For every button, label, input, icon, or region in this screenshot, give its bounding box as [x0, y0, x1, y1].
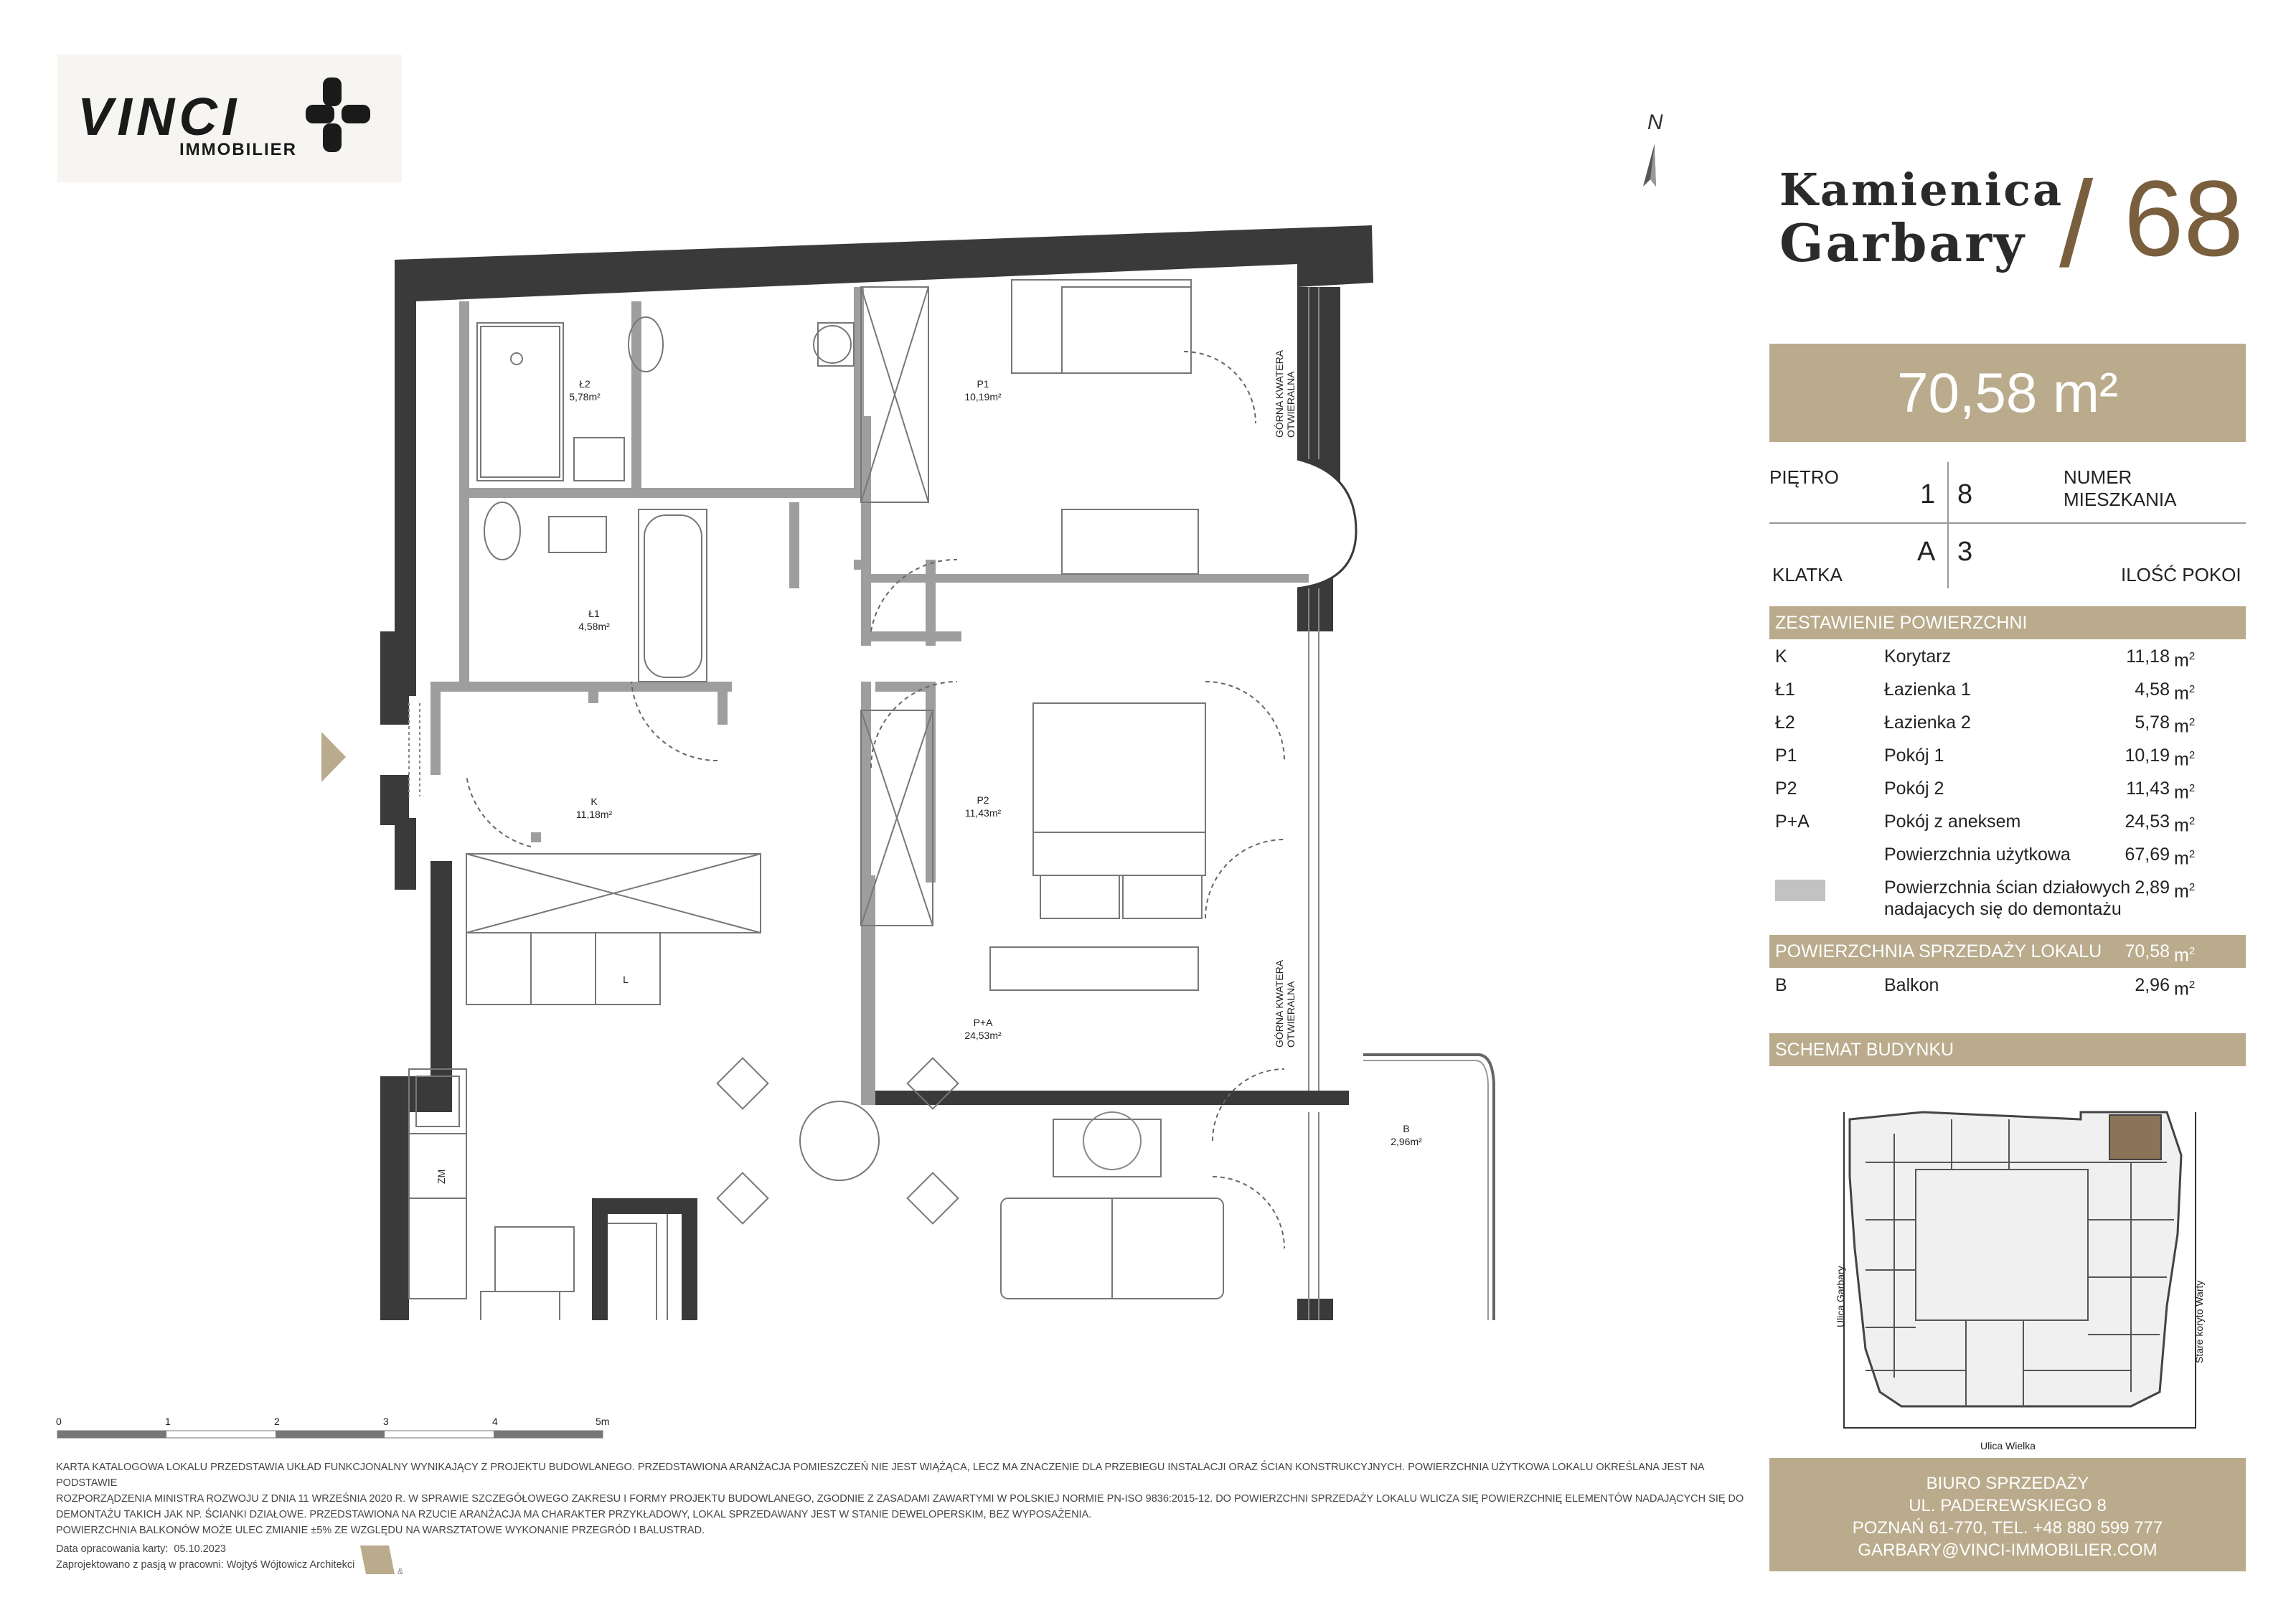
scale-tick: 5m: [596, 1416, 610, 1427]
scale-bar: [56, 1411, 630, 1445]
dining-set: [718, 1058, 959, 1224]
sales-office: [1769, 1458, 2246, 1571]
table-row: P+A Pokój z aneksem 24,53 $m^2$: [1775, 812, 2196, 836]
north-arrow-icon: [1629, 108, 1672, 194]
floor-label: PIĘTRO: [1769, 466, 1839, 488]
room-k-code: K: [591, 796, 598, 807]
logo-mark-icon: [306, 77, 370, 152]
window-note-1a: GÓRNA KWATERA: [1274, 349, 1285, 438]
table-row: K Korytarz 11,18 $m^2$: [1775, 646, 2196, 671]
street-bottom: Ulica Wielka: [1980, 1440, 2036, 1452]
window-note-1b: OTWIERALNA: [1285, 371, 1297, 438]
room-p1-code: P1: [977, 378, 989, 390]
balcony-outline: [1363, 1055, 1494, 1320]
office-line2: UL. PADEREWSKIEGO 8: [1909, 1496, 2107, 1515]
window-note-2a: GÓRNA KWATERA: [1274, 959, 1285, 1048]
room-k-area: 11,18m²: [575, 809, 613, 820]
logo-sub: IMMOBILIER: [179, 140, 297, 159]
building-schema: [1822, 1091, 2224, 1471]
office-line1: BIURO SPRZEDAŻY: [1926, 1474, 2089, 1493]
scale-tick: 1: [165, 1416, 171, 1427]
date-value: 05.10.2023: [174, 1543, 226, 1555]
outer-walls: [380, 225, 1373, 1320]
table-row: Ł2 Łazienka 2 5,78 $m^2$: [1775, 712, 2196, 737]
stairs-label: KLATKA: [1772, 564, 1843, 585]
logo-brand: VINCI: [77, 87, 241, 146]
designer-note: Zaprojektowano z pasją w pracowni: Wojtyś Wójtowicz Architekci: [56, 1559, 355, 1571]
floor-plan: [301, 187, 1507, 1324]
street-right: Stare koryto Warty: [2193, 1280, 2205, 1363]
office-email[interactable]: GARBARY@VINCI-IMMOBILIER.COM: [1858, 1540, 2158, 1560]
table-row: P1 Pokój 1 10,19 $m^2$: [1775, 745, 2196, 770]
scale-tick: 4: [492, 1416, 498, 1427]
room-p2-code: P2: [977, 794, 989, 806]
walls-row: Powierzchnia ścian działowych nadajacych się do demontażu 2,89 $m^2$: [1769, 871, 2246, 921]
entrance-arrow-icon: [321, 732, 346, 782]
scale-tick: 3: [383, 1416, 389, 1427]
disclaimer: KARTA KATALOGOWA LOKALU PRZEDSTAWIA UKŁAD FUNKCJONALNY WYNIKAJĄCY Z PROJEKTU BUDOWLANEGO. PRZEDSTAWIONA ARANŻACJA POMIESZCZEŃ NIE JEST WIĄŻĄCA, LECZ MA ZNACZENIE DLA PRZEBIEGU INSTALACJI ORAZ ŚCIAN KONSTRUKCYJNYCH. POWIERZCHNIA UŻYTKOWA LOKALU OKREŚLANA JEST NA PODSTAWIE ROZPORZĄDZENIA MINISTRA ROZWOJU Z DNIA 11 WRZEŚNIA 2020 R. W SPRAWIE SZCZEGÓŁOWEGO ZAKRESU I FORMY PROJEKTU BUDOWLANEGO, ZGODNIE Z ZASADAMI ZAWARTYMI W POLSKIEJ NORMIE PN-ISO 9836:2015-12. DO POWIERZCHNI SPRZEDAŻY LOKALU WLICZA SIĘ POWIERZCHNIĘ ELEMENTÓW NADAJĄCYCH SIĘ DO DEMONTAŻU TAKICH JAK NP. ŚCIANKI DZIAŁOWE. PRZEDSTAWIONA NA RZUCIE ARANŻACJA MA CHARAKTER PRZYKŁADOWY, LOKAL SPRZEDAWANY JEST W STANIE DEWELOPERSKIM, BEZ WYPOSAŻENIA. POWIERZCHNIA BALKONÓW MOŻE ULEC ZMIANIE ±5% ZE WZGLĘDU NA WARSZTATOWE WYKONANIE PRZEGRÓD I BALUSTRAD.: [56, 1462, 1744, 1536]
rooms-label: ILOŚĆ POKOI: [2121, 564, 2241, 585]
zm-label: ZM: [436, 1169, 447, 1185]
table-row: Ł1 Łazienka 1 4,58 $m^2$: [1775, 679, 2196, 704]
title-slash: /: [2059, 156, 2094, 293]
scale-tick: 0: [56, 1416, 62, 1427]
room-l2-area: 5,78m²: [569, 391, 601, 403]
room-l1-area: 4,58m²: [578, 621, 610, 632]
stairs-value: A: [1917, 537, 1936, 567]
table-row: Powierzchnia użytkowa 67,69 $m^2$: [1884, 845, 2196, 869]
title-line2: Garbary: [1779, 212, 2026, 273]
date-label: Data opracowania karty:: [56, 1543, 169, 1555]
vinci-logo: [57, 55, 402, 182]
window-note-2b: OTWIERALNA: [1285, 981, 1297, 1048]
sales-row: POWIERZCHNIA SPRZEDAŻY LOKALU 70,58 $m^2$: [1769, 935, 2246, 968]
scale-tick: 2: [274, 1416, 280, 1427]
room-b-area: 2,96m²: [1391, 1136, 1422, 1147]
room-pa-area: 24,53m²: [964, 1030, 1002, 1041]
schema-header: SCHEMAT BUDYNKU: [1769, 1033, 2246, 1066]
room-l1-code: Ł1: [588, 608, 600, 619]
walls-swatch: [1775, 880, 1825, 901]
area-badge: 70,58 m²: [1769, 344, 2246, 442]
summary-header: ZESTAWIENIE POWIERZCHNI: [1769, 606, 2246, 639]
office-line3: POZNAŃ 61-770, TEL. +48 880 599 777: [1852, 1518, 2163, 1538]
north-label: N: [1647, 110, 1663, 134]
balcony-row: B Balkon 2,96 $m^2$: [1775, 975, 2196, 999]
apartment-label: NUMER MIESZKANIA: [2064, 466, 2177, 510]
room-l2-code: Ł2: [579, 378, 591, 390]
title-number: 68: [2124, 158, 2244, 278]
room-pa-code: P+A: [973, 1017, 993, 1028]
room-p2-area: 11,43m²: [964, 807, 1002, 819]
apartment-value: 8: [1957, 479, 1973, 509]
street-left: Ulica Garbary: [1835, 1266, 1846, 1327]
title-line1: Kamienica: [1779, 164, 2064, 216]
table-row: P2 Pokój 2 11,43 $m^2$: [1775, 778, 2196, 803]
room-b-code: B: [1403, 1123, 1410, 1134]
floor-value: 1: [1920, 479, 1936, 509]
svg-text:&: &: [397, 1566, 404, 1576]
card-meta: [56, 1541, 354, 1573]
room-p1-area: 10,19m²: [964, 391, 1002, 403]
info-grid: [1769, 452, 2246, 588]
fridge-label: L: [623, 974, 629, 985]
rooms-value: 3: [1957, 537, 1973, 567]
apartment-highlight: [2109, 1115, 2161, 1159]
architect-logo-icon: [360, 1543, 410, 1581]
